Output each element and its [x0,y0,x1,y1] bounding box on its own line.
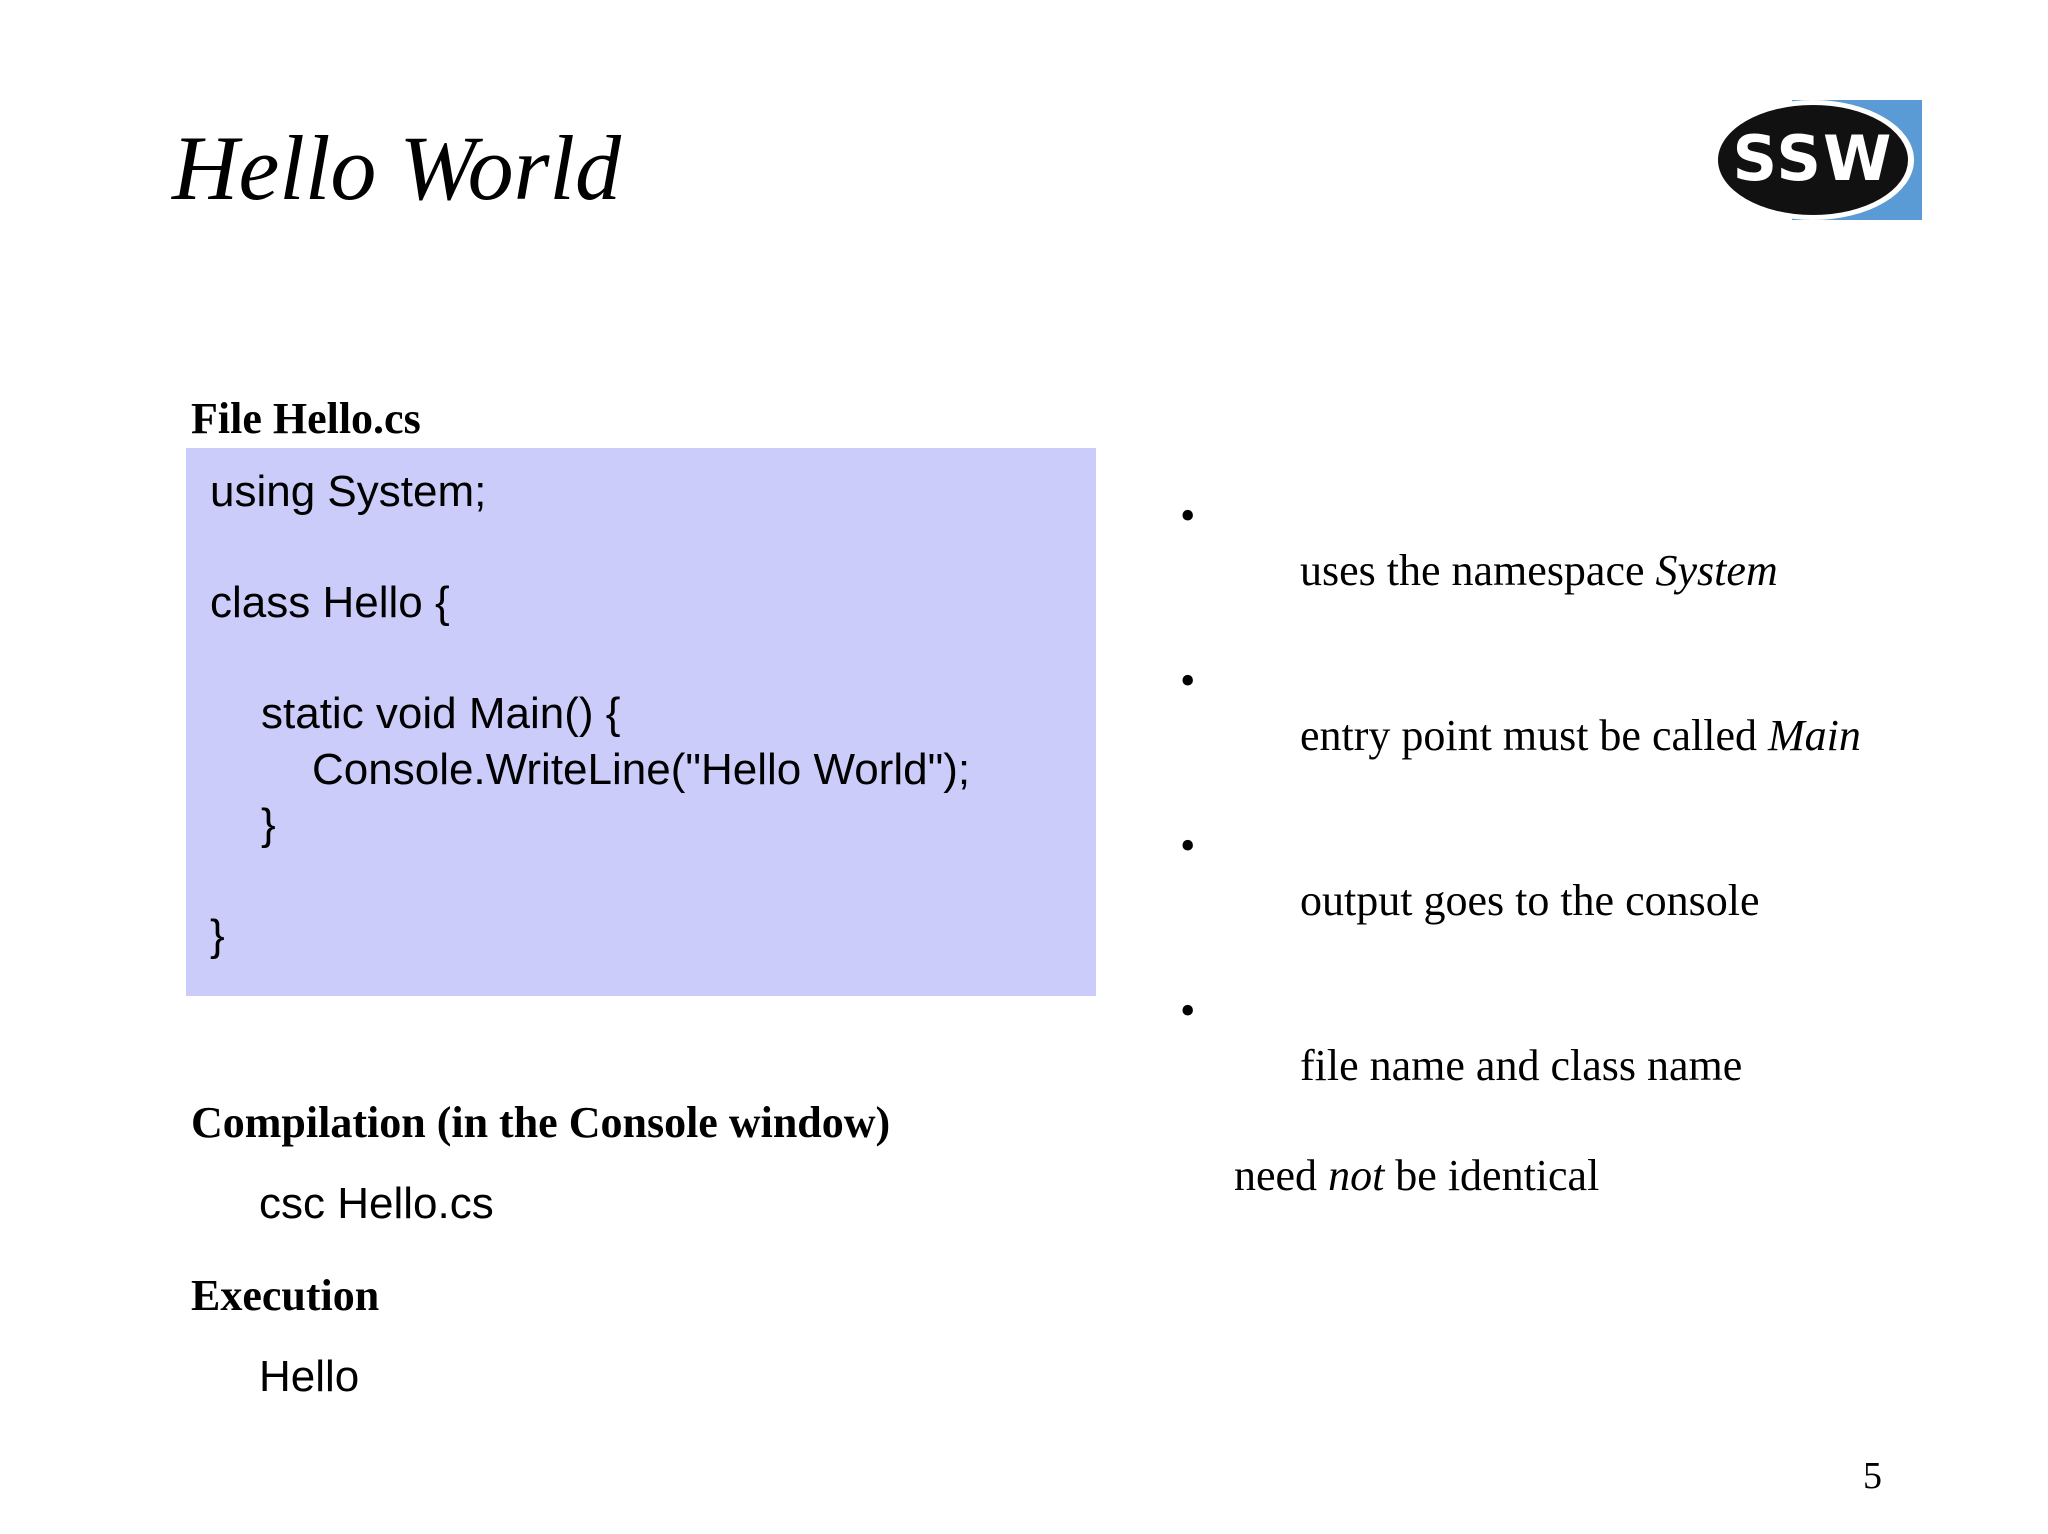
notes-list [1180,488,1861,1313]
list-item: • output goes to the console [1180,818,1861,983]
compilation-heading: Compilation (in the Console window) [191,1098,891,1147]
code-line-close-class: } [210,911,225,960]
code-line-close-main: } [261,800,276,849]
list-item: • entry point must be called Main [1180,653,1861,818]
code-line-main: static void Main() { [261,689,621,738]
page-number: 5 [1863,1455,1882,1497]
execution-heading: Execution [191,1271,380,1320]
slide-title: Hello World [172,117,621,219]
bullet-icon: • [1180,821,1196,870]
code-line-writeline: Console.WriteLine("Hello World"); [312,745,971,794]
list-item: • uses the namespace System [1180,488,1861,653]
ssw-logo [1712,96,1924,220]
code-line-using: using System; [210,467,487,516]
bullet-icon: • [1180,656,1196,705]
compilation-command: csc Hello.cs [259,1179,494,1228]
code-line-class: class Hello { [210,578,450,627]
code-file-heading: File Hello.cs [191,394,421,443]
execution-command: Hello [259,1352,360,1401]
svg-text:SSW: SSW [1732,122,1894,195]
bullet-icon: • [1180,986,1196,1035]
list-item: • file name and class name need not be identical [1180,983,1861,1313]
bullet-icon: • [1180,491,1196,540]
code-block [186,448,1096,996]
list-item-continuation: need not be identical [1234,1151,1600,1200]
